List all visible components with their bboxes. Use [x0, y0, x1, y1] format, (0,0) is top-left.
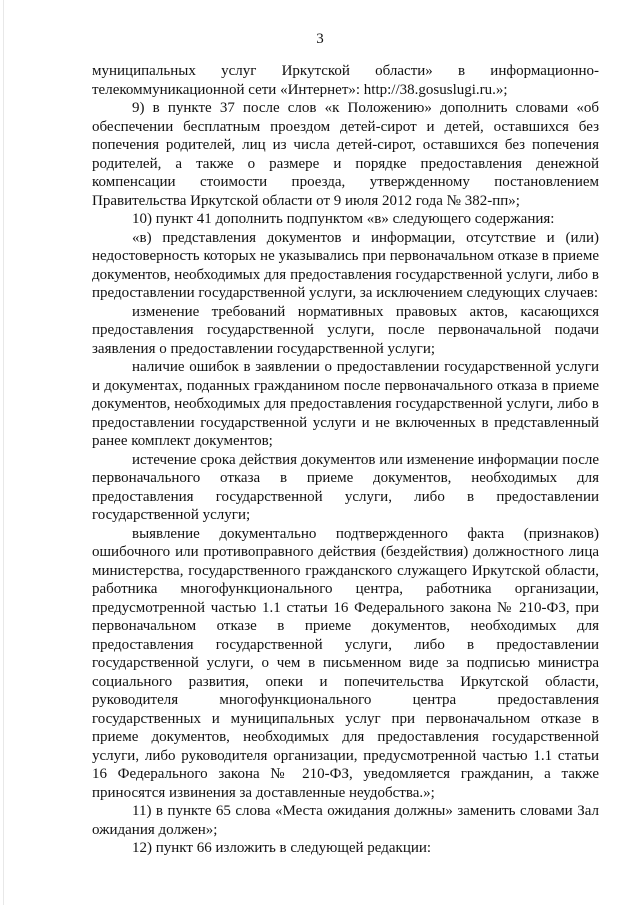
paragraph-8: выявление документально подтвержденного факта (признаков) ошибочного или противоправного действия (бездействия) должностного лица министерства, государственного гражданского служащего Иркутской области, работника многофункционального центра, работника организации, предусмотренной частью 1.1 статьи 16 Федерального закона № 210-ФЗ, при первоначальном отказе в приеме документов, необходимых для предоставления государственной услуги, либо в предоставлении государственной услуги, о чем в письменном виде за подписью министра социального развития, опеки и попечительства Иркутской области, руководителя многофункционального центра предоставления государственных и муниципальных услуг при первоначальном отказе в приеме документов, необходимых для предоставления государственной услуги, либо руководителя организации, предусмотренной частью 1.1 статьи 16 Федерального закона № 210-ФЗ, уведомляется гражданин, а также приносятся извинения за доставленные неудобства.»; — [92, 525, 599, 801]
paragraph-2: 9) в пункте 37 после слов «к Положению» дополнить словами «об обеспечении бесплатным проездом детей-сирот и детей, оставшихся без попечения родителей, лиц из числа детей-сирот, оставшихся без попечения родителей, а также о размере и порядке предоставления денежной компенсации стоимости проезда, утвержденному постановлением Правительства Иркутской области от 9 июля 2012 года № 382-пп»; — [92, 100, 599, 209]
document-body — [92, 62, 599, 858]
paragraph-7: истечение срока действия документов или изменение информации после первоначального отказа в приеме документов, необходимых для предоставления государственной услуги, либо в предоставлении государственной услуги; — [92, 451, 599, 523]
page-number: 3 — [316, 31, 324, 47]
paragraph-9: 11) в пункте 65 слова «Места ожидания должны» заменить словами Зал ожидания должен»; — [92, 803, 599, 838]
paragraph-10: 12) пункт 66 изложить в следующей редакции: — [132, 840, 432, 856]
paragraph-5: изменение требований нормативных правовых актов, касающихся предоставления государственной услуги, после первоначальной подачи заявления о предоставлении государственной услуги; — [92, 303, 599, 357]
scan-edge-line — [3, 0, 4, 905]
paragraph-4: «в) представления документов и информации, отсутствие и (или) недостоверность которых не указывались при первоначальном отказе в приеме документов, необходимых для предоставления государственной услуги, либо в предоставлении государственной услуги, за исключением следующих случаев: — [92, 229, 599, 301]
paragraph-3: 10) пункт 41 дополнить подпунктом «в» следующего содержания: — [132, 211, 555, 227]
paragraph-1: муниципальных услуг Иркутской области» в информационно-телекоммуникационной сети «Интернет»: http://38.gosuslugi.ru.»; — [92, 63, 599, 98]
paragraph-6: наличие ошибок в заявлении о предоставлении государственной услуги и документах, поданных гражданином после первоначального отказа в приеме документов, необходимых для предоставления государственной услуги, либо в предоставлении государственной услуги и не включенных в представленный ранее комплект документов; — [92, 359, 599, 449]
